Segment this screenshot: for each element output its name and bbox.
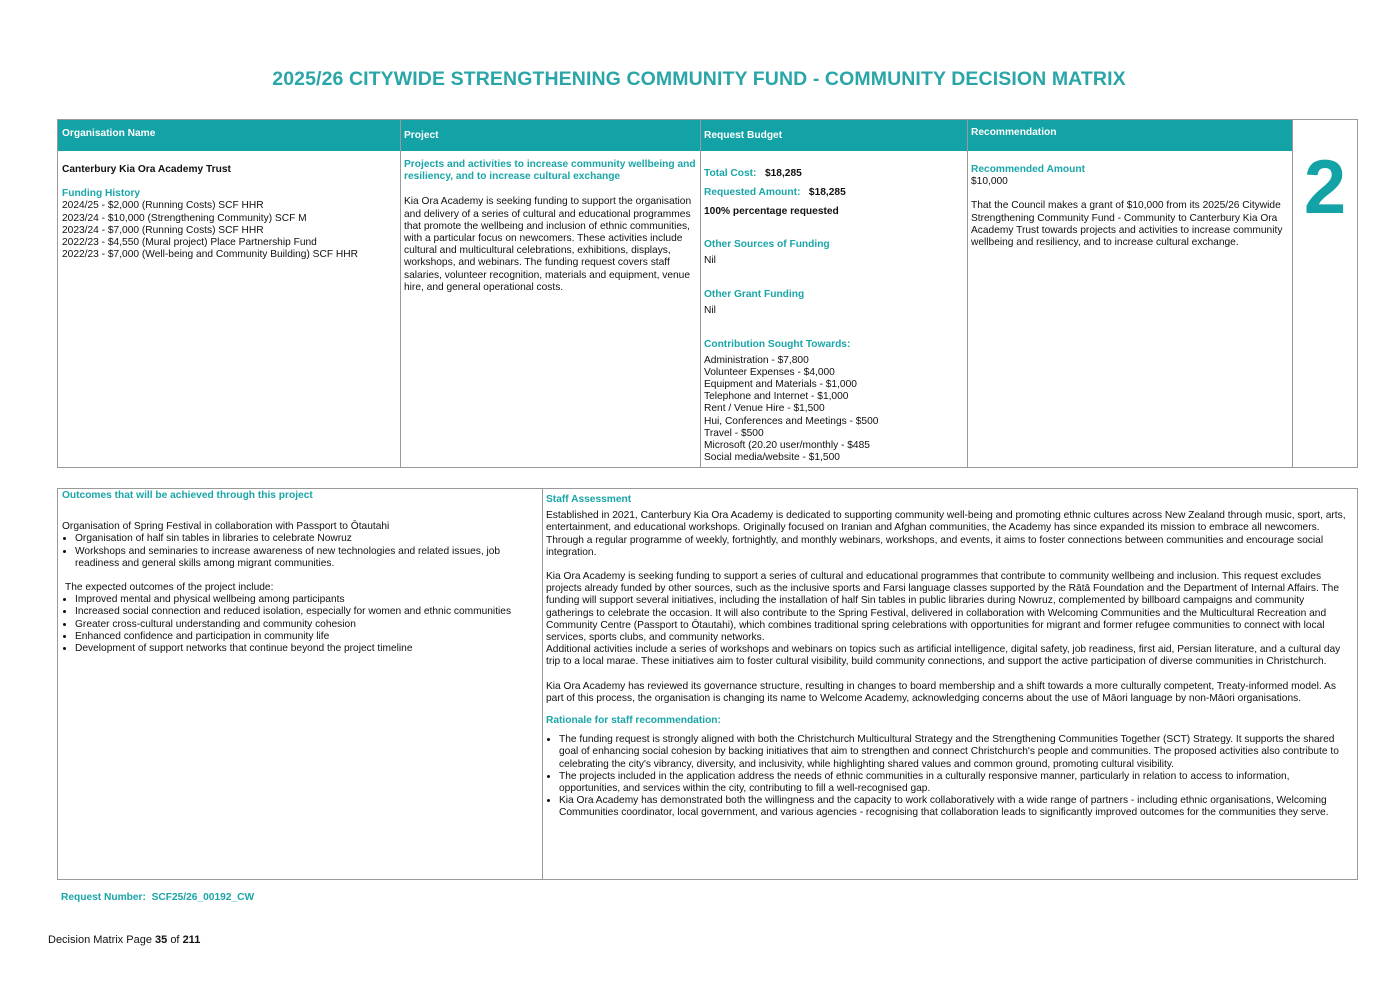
rationale-heading: Rationale for staff recommendation: bbox=[546, 715, 721, 727]
list-item: • Enhanced confidence and participation in community life bbox=[75, 631, 538, 643]
expected-outcomes-list bbox=[62, 594, 538, 655]
list-item: • Increased social connection and reduced isolation, especially for women and ethnic communities bbox=[75, 606, 538, 618]
contribution-item: Equipment and Materials - $1,000 bbox=[704, 379, 857, 391]
list-item: • Greater cross-cultural understanding and community cohesion bbox=[75, 619, 538, 631]
funding-history-item: 2024/25 - $2,000 (Running Costs) SCF HHR bbox=[62, 200, 264, 212]
request-number bbox=[61, 892, 254, 903]
footer-total: 211 bbox=[182, 934, 201, 946]
outcomes-cell bbox=[58, 489, 542, 879]
outcomes-intro: Organisation of Spring Festival in collaboration with Passport to Ōtautahi bbox=[62, 521, 390, 533]
footer-label: Decision Matrix Page bbox=[48, 934, 152, 946]
staff-assessment-heading: Staff Assessment bbox=[546, 494, 632, 505]
funding-history-item: 2022/23 - $4,550 (Mural project) Place Partnership Fund bbox=[62, 237, 317, 249]
contribution-item: Travel - $500 bbox=[704, 427, 764, 439]
activities-list bbox=[62, 533, 538, 570]
recommendation-cell bbox=[967, 151, 1292, 467]
project-cell bbox=[400, 151, 700, 467]
outcomes-heading: Outcomes that will be achieved through this project bbox=[62, 490, 313, 501]
contribution-label: Contribution Sought Towards: bbox=[704, 339, 851, 351]
list-item: • Kia Ora Academy has demonstrated both the willingness and the capacity to work collaboratively with a wide range of partners - including ethnic organisations, Welcoming Communities coordinator, local government, and various agencies - recognising that collaboration leads to significantly improved outcomes for the communities they serve. bbox=[559, 795, 1351, 819]
assessment-paragraph: Established in 2021, Canterbury Kia Ora Academy is dedicated to supporting community well-being and promoting ethnic cultures across New Zealand through music, sport, arts, entertainment, and educational workshops. Originally focused on Iranian and Afghan communities, the Academy has since expanded its mission to embrace all newcomers. Through a regular programme of weekly, fortnightly, and monthly webinars, workshops, and events, it aims to foster connections between communities and encourage social integration. bbox=[546, 510, 1346, 558]
assessment-paragraph: Kia Ora Academy is seeking funding to support a series of cultural and educational programmes that contribute to community wellbeing and inclusion. This request excludes projects already funded by other sources, such as the inclusive sports and Farsi language classes supported by the Rātā Foundation and the Department of Internal Affairs. The funding will support several initiatives, including the installation of half Sin tables in public libraries during Nowruz, complemented by billboard campaigns and community gatherings to celebrate the occasion. It will also contribute to the Spring Festival, delivered in collaboration with Welcoming Communities and the Multicultural Recreation and Community Centre (Passport to Ōtautahi), which combines traditional spring celebrations with opportunities for migrant and former refugee communities to connect with local services, sports clubs, and community networks. bbox=[546, 571, 1340, 644]
request-number-value: SCF25/26_00192_CW bbox=[151, 892, 255, 903]
other-sources-value: Nil bbox=[704, 254, 716, 266]
contribution-item: Volunteer Expenses - $4,000 bbox=[704, 366, 835, 378]
percentage-requested: 100% percentage requested bbox=[704, 206, 839, 218]
list-item: • Improved mental and physical wellbeing among participants bbox=[75, 594, 538, 606]
total-cost-label: Total Cost: bbox=[704, 168, 757, 179]
recommendation-text: That the Council makes a grant of $10,000 from its 2025/26 Citywide Strengthening Community Fund - Community to Canterbury Kia Ora Academy Trust towards projects and activities to increase community wellbeing and resiliency, and to increase cultural exchange. bbox=[971, 200, 1283, 249]
project-description: Kia Ora Academy is seeking funding to support the organisation and delivery of a series of cultural and educational programmes that promote the wellbeing and inclusion of ethnic communities, with a particular focus on newcomers. These activities include cultural and multicultural celebrations, exhibitions, displays, workshops, and webinars. The funding request covers staff salaries, volunteer recognition, materials and equipment, venue hire, and general operational costs. bbox=[404, 196, 692, 293]
organisation-cell bbox=[58, 151, 400, 467]
requested-amount-value: $18,285 bbox=[808, 187, 846, 199]
requested-amount-label: Requested Amount: bbox=[704, 187, 801, 199]
funding-history-item: 2022/23 - $7,000 (Well-being and Community Building) SCF HHR bbox=[62, 249, 358, 261]
page-title: 2025/26 CITYWIDE STRENGTHENING COMMUNITY FUND - COMMUNITY DECISION MATRIX bbox=[272, 68, 1126, 90]
assessment-paragraph: Additional activities include a series of workshops and webinars on topics such as artificial intelligence, digital safety, job readiness, first aid, Persian literature, and a cultural day trip to a local marae. These initiatives aim to foster cultural visibility, build community connections, and support the active participation of diverse communities in Christchurch. bbox=[546, 644, 1341, 668]
expected-intro: The expected outcomes of the project include: bbox=[65, 582, 274, 594]
rationale-list bbox=[546, 734, 1351, 819]
request-number-label: Request Number: bbox=[61, 892, 146, 903]
recommended-amount-value: $10,000 bbox=[971, 176, 1008, 188]
contribution-item: Administration - $7,800 bbox=[704, 354, 809, 366]
funding-history-item: 2023/24 - $10,000 (Strengthening Community) SCF M bbox=[62, 212, 307, 224]
header-organisation: Organisation Name bbox=[58, 120, 400, 151]
footer-of: of bbox=[170, 934, 180, 946]
staff-assessment-cell bbox=[542, 489, 1357, 879]
organisation-name: Canterbury Kia Ora Academy Trust bbox=[62, 164, 231, 175]
budget-cell bbox=[700, 151, 967, 467]
page-footer bbox=[48, 934, 200, 946]
contribution-item: Telephone and Internet - $1,000 bbox=[704, 391, 849, 403]
contribution-item: Rent / Venue Hire - $1,500 bbox=[704, 403, 825, 415]
other-grant-label: Other Grant Funding bbox=[704, 289, 805, 301]
list-item: • The projects included in the application address the needs of ethnic communities in a culturally responsive manner, particularly in relation to access to information, opportunities, and services within the city, contributing to fill a well-recognised gap. bbox=[559, 771, 1351, 795]
contribution-item: Microsoft (20.20 user/monthly - $485 bbox=[704, 440, 870, 452]
funding-history-label: Funding History bbox=[62, 188, 141, 200]
list-item: • Development of support networks that continue beyond the project timeline bbox=[75, 643, 538, 655]
contribution-item: Hui, Conferences and Meetings - $500 bbox=[704, 415, 879, 427]
other-grant-value: Nil bbox=[704, 305, 716, 317]
list-item: • The funding request is strongly aligned with both the Christchurch Multicultural Strategy and the Strengthening Communities Together (SCT) Strategy. It supports the shared goal of enhancing social cohesion by backing initiatives that aim to strengthen and connect Christchurch's people and communities. The proposed activities also contribute to celebrating the city's vibrancy, diversity, and inclusivity, while highlighting shared values and common ground, promoting cultural visibility. bbox=[559, 734, 1351, 771]
recommended-amount-label: Recommended Amount bbox=[971, 164, 1085, 175]
list-item: • Workshops and seminaries to increase awareness of new technologies and related issues, job readiness and general skills among migrant communities. bbox=[75, 546, 538, 570]
total-cost-value: $18,285 bbox=[764, 168, 802, 179]
header-budget: Request Budget bbox=[700, 120, 967, 151]
header-recommendation: Recommendation bbox=[967, 120, 1292, 151]
contribution-item: Social media/website - $1,500 bbox=[704, 452, 840, 464]
decision-table bbox=[57, 119, 1358, 468]
assessment-paragraph: Kia Ora Academy has reviewed its governance structure, resulting in changes to board membership and a shift towards a more culturally competent, Treaty-informed model. As part of this process, the organisation is changing its name to Welcome Academy, acknowledging concerns about the use of Māori language by non-Māori organisations. bbox=[546, 680, 1336, 704]
project-heading: Projects and activities to increase community wellbeing and resiliency, and to increase cultural exchange bbox=[404, 159, 696, 183]
other-sources-label: Other Sources of Funding bbox=[704, 238, 830, 250]
list-item: • Organisation of half sin tables in libraries to celebrate Nowruz bbox=[75, 533, 538, 545]
item-number: 2 bbox=[1303, 145, 1347, 230]
funding-history-item: 2023/24 - $7,000 (Running Costs) SCF HHR bbox=[62, 224, 264, 236]
footer-page: 35 bbox=[155, 934, 168, 946]
assessment-table bbox=[57, 488, 1358, 880]
header-project: Project bbox=[400, 120, 700, 151]
